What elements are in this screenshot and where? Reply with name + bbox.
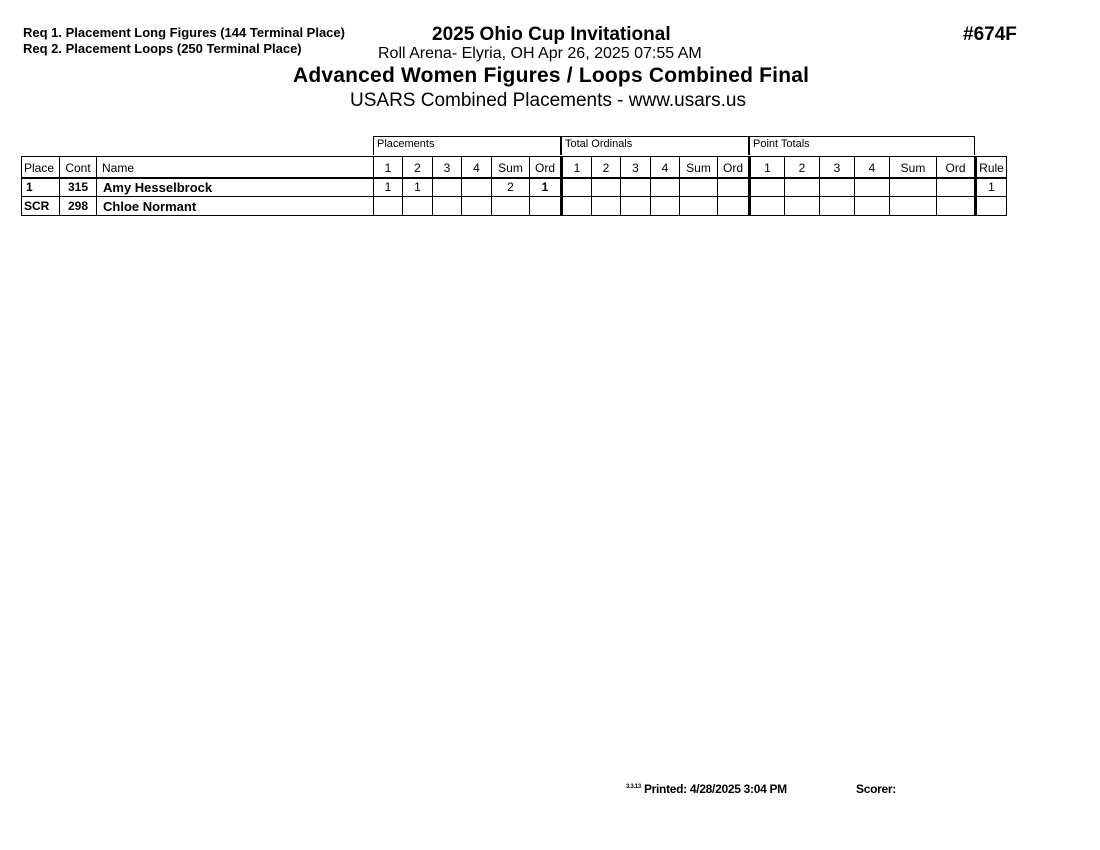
col-points-2: 2 bbox=[785, 157, 820, 178]
table-row bbox=[22, 178, 1007, 197]
point-4-cell bbox=[855, 197, 890, 216]
placement-3-cell bbox=[433, 197, 462, 216]
placement-4-cell bbox=[462, 197, 492, 216]
point-sum-cell bbox=[890, 178, 937, 197]
rule-cell: 1 bbox=[976, 178, 1007, 197]
place-cell: SCR bbox=[22, 197, 60, 216]
results-table bbox=[21, 156, 1007, 216]
ordinal-ord-cell bbox=[718, 178, 750, 197]
point-ord-cell bbox=[937, 197, 976, 216]
point-3-cell bbox=[820, 197, 855, 216]
cont-cell: 298 bbox=[60, 197, 97, 216]
ordinal-ord-cell bbox=[718, 197, 750, 216]
requirement-1: Req 1. Placement Long Figures (144 Terminal Place) bbox=[23, 25, 345, 40]
ordinal-1-cell bbox=[562, 197, 592, 216]
placement-sum-cell bbox=[492, 197, 530, 216]
ordinal-sum-cell bbox=[680, 197, 718, 216]
point-2-cell bbox=[785, 178, 820, 197]
point-2-cell bbox=[785, 197, 820, 216]
total-ordinals-group-header: Total Ordinals bbox=[561, 136, 749, 155]
ordinal-sum-cell bbox=[680, 178, 718, 197]
point-ord-cell bbox=[937, 178, 976, 197]
placement-1-cell: 1 bbox=[374, 178, 403, 197]
col-place: Place bbox=[22, 157, 60, 178]
placement-ord-cell: 1 bbox=[530, 178, 562, 197]
col-points-1: 1 bbox=[750, 157, 785, 178]
ordinal-4-cell bbox=[651, 178, 680, 197]
point-totals-group-header: Point Totals bbox=[749, 136, 975, 155]
ordinal-3-cell bbox=[621, 197, 651, 216]
col-ordinals-3: 3 bbox=[621, 157, 651, 178]
rule-cell bbox=[976, 197, 1007, 216]
cont-cell: 315 bbox=[60, 178, 97, 197]
scorer-label: Scorer: bbox=[856, 782, 896, 796]
table-row bbox=[22, 197, 1007, 216]
event-title: Advanced Women Figures / Loops Combined Final bbox=[293, 64, 810, 87]
placement-3-cell bbox=[433, 178, 462, 197]
col-placements-4: 4 bbox=[462, 157, 492, 178]
print-footer bbox=[626, 782, 787, 796]
col-points-4: 4 bbox=[855, 157, 890, 178]
printed-timestamp: Printed: 4/28/2025 3:04 PM bbox=[643, 782, 787, 796]
point-1-cell bbox=[750, 178, 785, 197]
ordinal-2-cell bbox=[592, 178, 621, 197]
col-ordinals-4: 4 bbox=[651, 157, 680, 178]
ordinal-4-cell bbox=[651, 197, 680, 216]
col-points-sum: Sum bbox=[890, 157, 937, 178]
competition-title: 2025 Ohio Cup Invitational bbox=[432, 24, 671, 45]
requirement-2: Req 2. Placement Loops (250 Terminal Place) bbox=[23, 41, 302, 56]
col-ordinals-1: 1 bbox=[562, 157, 592, 178]
event-number: #674F bbox=[963, 24, 1017, 45]
venue-date-time: Roll Arena- Elyria, OH Apr 26, 2025 07:55 AM bbox=[378, 45, 702, 62]
col-ordinals-ord: Ord bbox=[718, 157, 750, 178]
col-ordinals-2: 2 bbox=[592, 157, 621, 178]
point-1-cell bbox=[750, 197, 785, 216]
ordinal-1-cell bbox=[562, 178, 592, 197]
col-points-ord: Ord bbox=[937, 157, 976, 178]
placement-2-cell bbox=[403, 197, 433, 216]
col-placements-ord: Ord bbox=[530, 157, 562, 178]
placements-group-header: Placements bbox=[373, 136, 561, 155]
col-cont: Cont bbox=[60, 157, 97, 178]
placement-2-cell: 1 bbox=[403, 178, 433, 197]
col-points-3: 3 bbox=[820, 157, 855, 178]
table-header-row bbox=[22, 157, 1007, 178]
col-rule: Rule bbox=[976, 157, 1007, 178]
skater-name: Chloe Normant bbox=[97, 197, 374, 216]
placement-ord-cell bbox=[530, 197, 562, 216]
col-placements-3: 3 bbox=[433, 157, 462, 178]
point-4-cell bbox=[855, 178, 890, 197]
col-name: Name bbox=[97, 157, 374, 178]
version-label: 3.3.13 bbox=[626, 784, 641, 790]
point-sum-cell bbox=[890, 197, 937, 216]
skater-name: Amy Hesselbrock bbox=[97, 178, 374, 197]
col-placements-2: 2 bbox=[403, 157, 433, 178]
results-subtitle: USARS Combined Placements - www.usars.us bbox=[350, 90, 746, 111]
placement-sum-cell: 2 bbox=[492, 178, 530, 197]
placement-4-cell bbox=[462, 178, 492, 197]
point-3-cell bbox=[820, 178, 855, 197]
ordinal-3-cell bbox=[621, 178, 651, 197]
col-ordinals-sum: Sum bbox=[680, 157, 718, 178]
col-placements-sum: Sum bbox=[492, 157, 530, 178]
col-placements-1: 1 bbox=[374, 157, 403, 178]
ordinal-2-cell bbox=[592, 197, 621, 216]
place-cell: 1 bbox=[22, 178, 60, 197]
placement-1-cell bbox=[374, 197, 403, 216]
